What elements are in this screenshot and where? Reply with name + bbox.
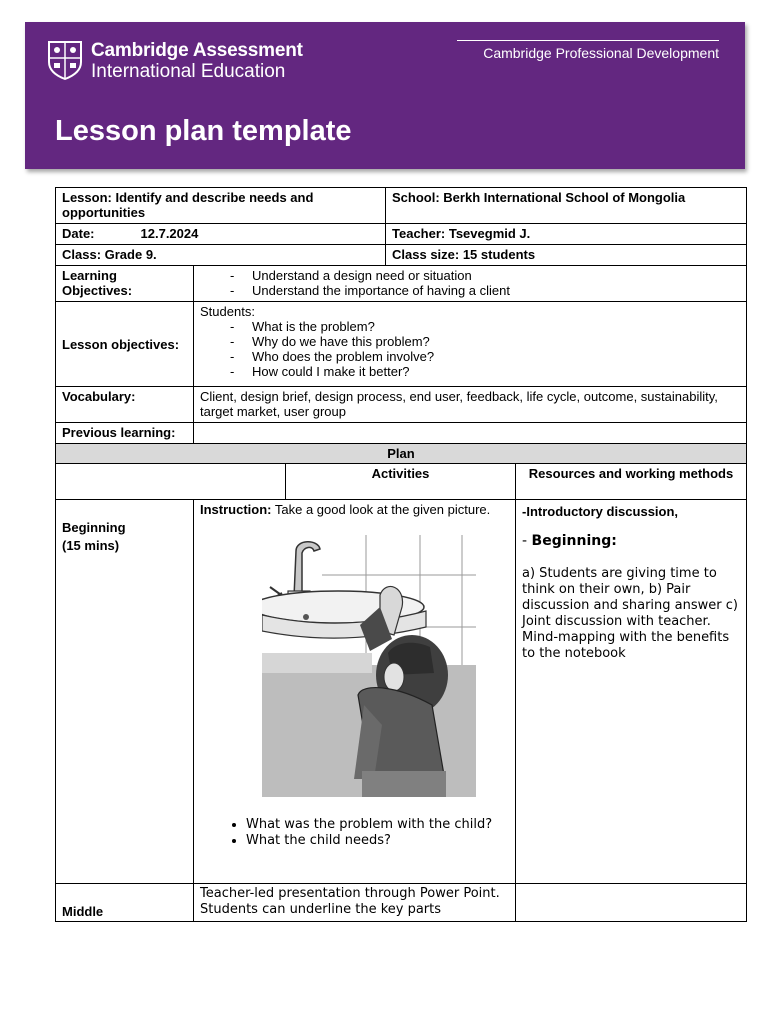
instruction-label: Instruction: (200, 502, 272, 517)
list-item: - Understand a design need or situation (230, 268, 740, 283)
school-cell: School: Berkh International School of Mongolia (386, 188, 747, 224)
lesson-cell: Lesson: Identify and describe needs and opportunities (56, 188, 386, 224)
list-item: • What was the problem with the child? (246, 817, 509, 833)
table-row (56, 245, 747, 266)
vocabulary-cell: Client, design brief, design process, end user, feedback, life cycle, outcome, sustainability, target market, user group (194, 387, 747, 423)
empty-header-cell (56, 464, 286, 500)
middle-activities-cell: Teacher-led presentation through Power Point. Students can underline the key parts (194, 884, 516, 922)
resources-beginning-label: Beginning: (531, 533, 617, 549)
table-row (56, 884, 747, 922)
lesson-plan-table (55, 187, 747, 922)
learning-objectives-label: Learning Objectives: (56, 266, 194, 302)
table-row (56, 387, 747, 423)
table-row (56, 464, 747, 500)
beginning-resources-cell (516, 500, 747, 884)
professional-development-label: Cambridge Professional Development (457, 40, 719, 61)
logo-line-1: Cambridge Assessment (91, 40, 303, 61)
previous-learning-cell (194, 423, 747, 444)
instruction-text: Take a good look at the given picture. (271, 502, 491, 517)
child-at-sink-picture (262, 535, 476, 797)
table-row (56, 500, 747, 884)
teacher-cell: Teacher: Tsevegmid J. (386, 224, 747, 245)
date-cell (56, 224, 386, 245)
learning-objectives-cell (194, 266, 747, 302)
lesson-objectives-intro: Students: (200, 304, 255, 319)
list-item: - Why do we have this problem? (230, 334, 740, 349)
class-cell: Class: Grade 9. (56, 245, 386, 266)
beginning-time: (15 mins) (62, 538, 120, 553)
beginning-label: Beginning (62, 520, 126, 535)
lesson-objectives-cell (194, 302, 747, 387)
list-item: - Who does the problem involve? (230, 349, 740, 364)
lesson-objectives-label: Lesson objectives: (56, 302, 194, 387)
page-title: Lesson plan template (55, 115, 352, 147)
beginning-activities-cell (194, 500, 516, 884)
middle-label: Middle (56, 884, 194, 922)
table-row (56, 266, 747, 302)
table-row (56, 224, 747, 245)
table-row (56, 444, 747, 464)
list-item: - What is the problem? (230, 319, 740, 334)
table-row (56, 423, 747, 444)
logo-line-2: International Education (91, 61, 286, 82)
beginning-label-cell (56, 500, 194, 884)
resources-intro: -Introductory discussion, (522, 504, 679, 519)
resources-dash: - (522, 533, 532, 549)
header-banner (25, 22, 745, 169)
middle-resources-cell (516, 884, 747, 922)
list-item: - Understand the importance of having a client (230, 283, 740, 298)
list-item: - How could I make it better? (230, 364, 740, 379)
list-item: • What the child needs? (246, 833, 509, 849)
resources-text: a) Students are giving time to think on their own, b) Pair discussion and sharing answer c) Joint discussion with teacher. Mind-mapping with the benefits to the notebook (522, 566, 738, 661)
previous-learning-label: Previous learning: (56, 423, 194, 444)
activities-header: Activities (286, 464, 516, 500)
class-size-cell: Class size: 15 students (386, 245, 747, 266)
date-label: Date: (62, 226, 95, 241)
table-row (56, 188, 747, 224)
date-value: 12.7.2024 (140, 226, 199, 241)
shield-crest-icon (47, 40, 83, 80)
table-row (56, 302, 747, 387)
cambridge-logo (47, 40, 303, 82)
vocabulary-label: Vocabulary: (56, 387, 194, 423)
resources-header: Resources and working methods (516, 464, 747, 500)
plan-header: Plan (56, 444, 747, 464)
